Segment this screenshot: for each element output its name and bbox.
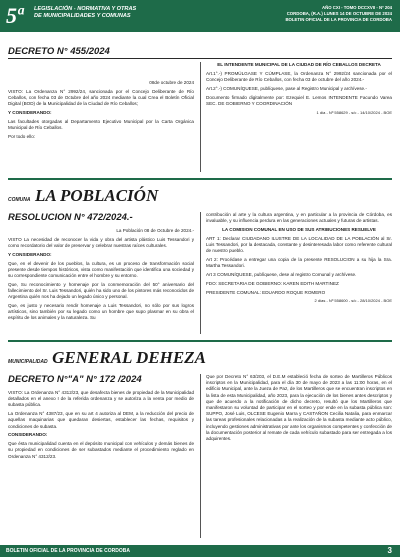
issue-volume: AÑO CXI - TOMO DCCXVII - Nº 204 <box>321 5 392 10</box>
bulletin-footer <box>0 545 400 557</box>
visto-text: VISTO: La Ordenanza N° 4312/23, que desafecta bienes de propiedad de la Municipalidad detallados en el anexo I de la referida ordenanza y se autoriza a la venta por medio de subasta pública. <box>8 390 194 408</box>
considerando-label: CONSIDERANDO: <box>8 432 48 438</box>
subtitle-line-2: DE MUNICIPALIDADES Y COMUNAS <box>34 13 131 19</box>
column-divider <box>200 62 201 172</box>
resolution-heading: LA COMISION COMUNAL EN USO DE SUS ATRIBUCIONES RESUELVE <box>222 227 376 232</box>
considerando-label: Y CONSIDERANDO: <box>8 251 52 257</box>
section-divider <box>8 340 392 342</box>
issue-meta <box>285 5 392 23</box>
issue-publication: BOLETIN OFICIAL DE LA PROVINCIA DE CORDOBA <box>285 17 392 22</box>
por-todo-text: Por todo ello: <box>8 133 36 139</box>
article-2: Art 2: Procédase a entregar una copia de la presente RESOLUCION a su hija la Sra. Martha Tessandori. <box>206 257 392 269</box>
entity-name: GENERAL DEHEZA <box>52 348 206 367</box>
section-number: 5ª <box>6 3 23 28</box>
subtitle-line-1: LEGISLACIÓN - NORMATIVA Y OTRAS <box>34 6 137 12</box>
considerando-1: Que, en el devenir de los pueblos, la cultura, es un proceso de transformación social presente desde tiempos históricos, vista como manifestación que identifica una sociedad y su correspondiente comunicación entre el hombre y su entorno. <box>8 260 194 278</box>
decree-title: DECRETO N°"A" N° 172 /2024 <box>8 374 142 385</box>
section-divider <box>8 178 392 180</box>
page-number: 3 <box>387 546 392 555</box>
sec2-left-column <box>8 228 194 324</box>
considerando-label: Y CONSIDERANDO: <box>8 110 52 115</box>
bulletin-header <box>0 0 400 32</box>
article-1: ART 1: Declarar CIUDADANO ILUSTRE DE LA LOCALIDAD DE LA POBLACIÓN al Sr. Luis Tessandori, por la destacada, constante y desinteresada labor como referente cultural de nuestro pueblo. <box>206 235 392 254</box>
footer-title: BOLETIN OFICIAL DE LA PROVINCIA DE CORDOBA <box>6 548 130 554</box>
article-2: Art.2°.-) COMUNÍQUESE, publíquese, pase al Registro Municipal y archívese.- <box>206 85 367 91</box>
considerando-text: Las facultades otorgadas al Departamento Ejecutivo Municipal por la Carta Orgánica Municipal de Río Ceballos. <box>8 118 194 130</box>
decree-heading: EL INTENDENTE MUNICIPAL DE LA CIUDAD DE RÍO CEBALLOS DECRETA <box>217 62 381 67</box>
entity-heading <box>8 186 158 206</box>
resolution-title: RESOLUCION N° 472/2024.- <box>8 212 133 223</box>
entity-heading <box>8 348 206 368</box>
signature-1: FDO: SECRETARIA DE GOBIERNO: KAREN EDITH MARTINEZ <box>206 280 339 286</box>
divider <box>8 58 392 59</box>
ordinance-text: La Ordenanza N° 4387/23, que en su art 4 autoriza al DEM, a la reducción del precio de aquellas maquinarias que quedaran desiertas, establecer las fechas, requisitos y condiciones de subasta. <box>8 411 194 429</box>
sec3-left-column <box>8 390 194 462</box>
column-divider <box>200 212 201 334</box>
sec3-right-column <box>206 374 392 445</box>
resolution-date: La Población 08 de Octubre de 2024.- <box>116 228 194 233</box>
column-divider <box>200 374 201 538</box>
sec1-left-column <box>8 62 194 143</box>
section-subtitle <box>34 6 136 20</box>
sec1-right-column <box>206 62 392 118</box>
considerando-continued: contribución al arte y la cultura argentina, y en particular a la provincia de Córdoba, es invaluable, y su influencia perdura en las generaciones actuales y futuras de artistas. <box>206 212 392 224</box>
publication-notice: 2 días - Nº 558600 - s/c - 28/10/2024 - BOE <box>314 298 392 304</box>
visto-text: VISTO La necesidad de reconocer la vida y obra del artista plástico Luis Tessandori y como recordatorio del valor de preservar y celebrar nuestras raíces culturales. <box>8 236 194 248</box>
article-3: Art 3 COMUNÍQUESE, publíquese, dese al registro Comunal y archívese. <box>206 272 357 277</box>
publication-notice: 1 día - Nº 558629 - s/c - 14/10/2024 - BOE <box>316 109 392 115</box>
entity-type: COMUNA <box>8 197 31 203</box>
decree-date: 08de octubre de 2024 <box>149 80 194 85</box>
article-1: Art.1°.-) PROMÚLGASE Y CÚMPLASE, la Ordenanza N° 2992/24 sancionada por el Concejo Deliberante de Río Ceballos, con fecha 03 de octubre del año 2024.- <box>206 70 392 82</box>
sec2-right-column <box>206 212 392 307</box>
considerando-2: Que por Decreto N° 63/203, el D.E.M estableció fecha de sorteo de Martilleros Públicos inscriptos en la Municipalidad, para el día 30 de mayo de 2023 a las 11:00 horas, en el edificio Municipal, ante la Jueza de Paz, de los Martilleros que se encuentran inscriptos en la lista de esta Municipalidad, año 2023, para la ejecución de los bienes antes descriptos y que de acuerdo a la notificación de dicho decreto, resultó que los Martilleros que manifestaron su voluntad de participar en el sorteo y por ende en la subasta pública son: SUPPO, José Luis, OLCESE Eugenio Marra y CASTAÑON Cecilia Natalia, para enmarcar las tareas profesionales relacionadas a la realización de la subasta mediante acto público, incluyendo gestiones administrativas por ante los organismos competentes y confección de la documentación posterior al remate de cada vehículo subastado para ser entregada a los adquirentes. <box>206 374 392 442</box>
considerando-3: Que, es justo y necesario rendir homenaje a Luis Tessandori, no sólo por sus logros artísticos, sino también por su legado como un hombre que supo plasmar en su obra el espíritu de los animales y la naturaleza. Su <box>8 303 194 321</box>
signature-2: PRESIDENTE COMUNAL: EDUARDO ROQUE ROMERO <box>206 289 326 295</box>
signature-block: Documento firmado digitalmente por: Ezequiel E. Lemos INTENDENTE Facundo Varea SEC. DE GOBIERNO Y COORDINACIÓN <box>206 94 392 106</box>
visto-text: VISTO: La Ordenanza N° 2992/24, sancionada por el Concejo Deliberante de Río Ceballos, con fecha 03 de Octubre del año 2024 mediante la cual Crea el Boletín Oficial Digital (BOD) de la Municipalidad de la Ciudad de Río Ceballos; <box>8 88 194 107</box>
entity-name: LA POBLACIÓN <box>34 186 159 205</box>
considerando-2: Que, Su reconocimiento y homenaje por la conmemoración del 50° aniversario del fallecimiento del Sr. Luis Tessandori, quién ha sido uno de los pintores más reconocidos de Argentina quién nos ha dejado un legado único y personal. <box>8 281 194 300</box>
considerando-1: Que ésta municipalidad cuenta en el depósito municipal con vehículos y demás bienes de su propiedad en condiciones de ser subastados mediante el procedimiento reglado en Ordenanza N° 4312/23. <box>8 441 194 459</box>
issue-date: CORDOBA, (R.A.) LUNES 14 DE OCTUBRE DE 2024 <box>286 11 392 16</box>
decree-title: DECRETO N° 455/2024 <box>8 46 110 57</box>
entity-type: MUNICIPALIDAD <box>8 359 48 365</box>
